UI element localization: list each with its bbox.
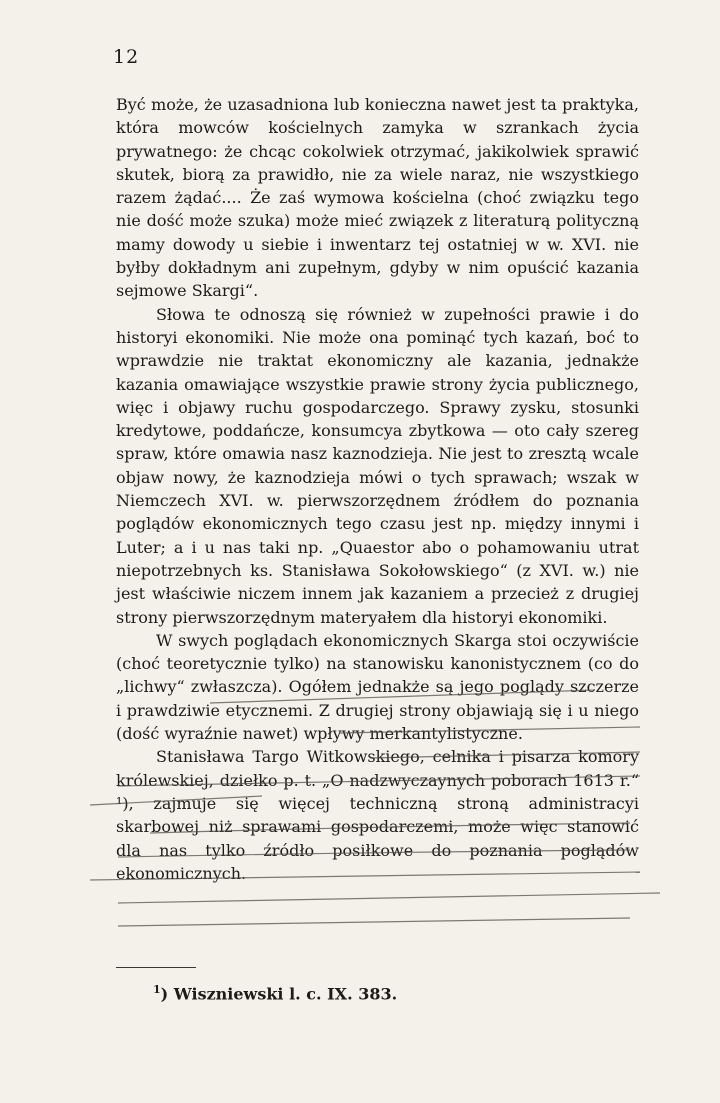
- paragraph-3: W swych poglądach ekonomicznych Skarga stoi oczywiście (choć teoretycznie tylko) na stanowisku kanonistycznem (co do „lichwy“ zwłaszcza). Ogółem jednakże są jego poglądy szczerze i prawdziwie etycznemi. Z drugiej strony objawiają się i u niego (dość wyraźnie nawet) wpływy merkantylistyczne.: [116, 630, 639, 744]
- paragraph-1: Być może, że uzasadniona lub konieczna nawet jest ta praktyka, która mowców kościelnych zamyka w szrankach życia prywatnego: że chcąc cokolwiek otrzymać, jakikolwiek sprawić skutek, biorą za prawidło, nie za wiele naraz, nie wszystkiego razem żądać.... Że zaś wymowa kościelna (choć związku tego nie dość może szuka) może mieć związek z literaturą polityczną mamy dowody u siebie i inwentarz tej ostatniej w w. XVI. nie byłby dokładnym ani zupełnym, gdyby w nim opuścić kazania sejmowe Skargi“.: [116, 95, 639, 301]
- pencil-mark: [118, 893, 660, 903]
- footnote: [153, 983, 397, 1003]
- paragraph-4: Stanisława Targo Witkowskiego, celnika i pisarza komory królewskiej, dziełko p. t. „O nadzwyczaynych poborach 1613 r.“ ¹), zajmuje się więcej techniczną stroną administracyi skarbowej niż sprawami gospodarczemi, może więc stanowić dla nas tylko źródło posiłkowe do poznania poglądów ekonomicznych.: [116, 747, 639, 883]
- footnote-text: ) Wiszniewski l. c. IX. 383.: [160, 984, 398, 1004]
- pencil-mark: [118, 918, 630, 926]
- page-number: 12: [113, 46, 140, 68]
- footnote-divider: [116, 967, 196, 968]
- paragraph-2: Słowa te odnoszą się również w zupełności prawie i do historyi ekonomiki. Nie może ona pominąć tych kazań, boć to wprawdzie nie traktat ekonomiczny ale kazania, jednakże kazania omawiające wszystkie prawie strony życia publicznego, więc i objawy ruchu gospodarczego. Sprawy zysku, stosunki kredytowe, poddańcze, konsumcya zbytkowa — oto cały szereg spraw, które omawia nasz kaznodzieja. Nie jest to zresztą wcale objaw nowy, że kaznodzieja mówi o tych sprawach; wszak w Niemczech XVI. w. pierwszorzędnem źródłem do poznania poglądów ekonomicznych tego czasu jest np. między innymi i Luter; a i u nas taki np. „Quaestor abo o pohamowaniu utrat niepotrzebnych ks. Stanisława Sokołowskiego“ (z XVI. w.) nie jest właściwie niczem innem jak kazaniem a przecież z drugiej strony pierwszorzędnym materyałem dla historyi ekonomiki.: [116, 304, 639, 627]
- footnote-marker: 1: [153, 983, 161, 996]
- body-text: [116, 93, 639, 885]
